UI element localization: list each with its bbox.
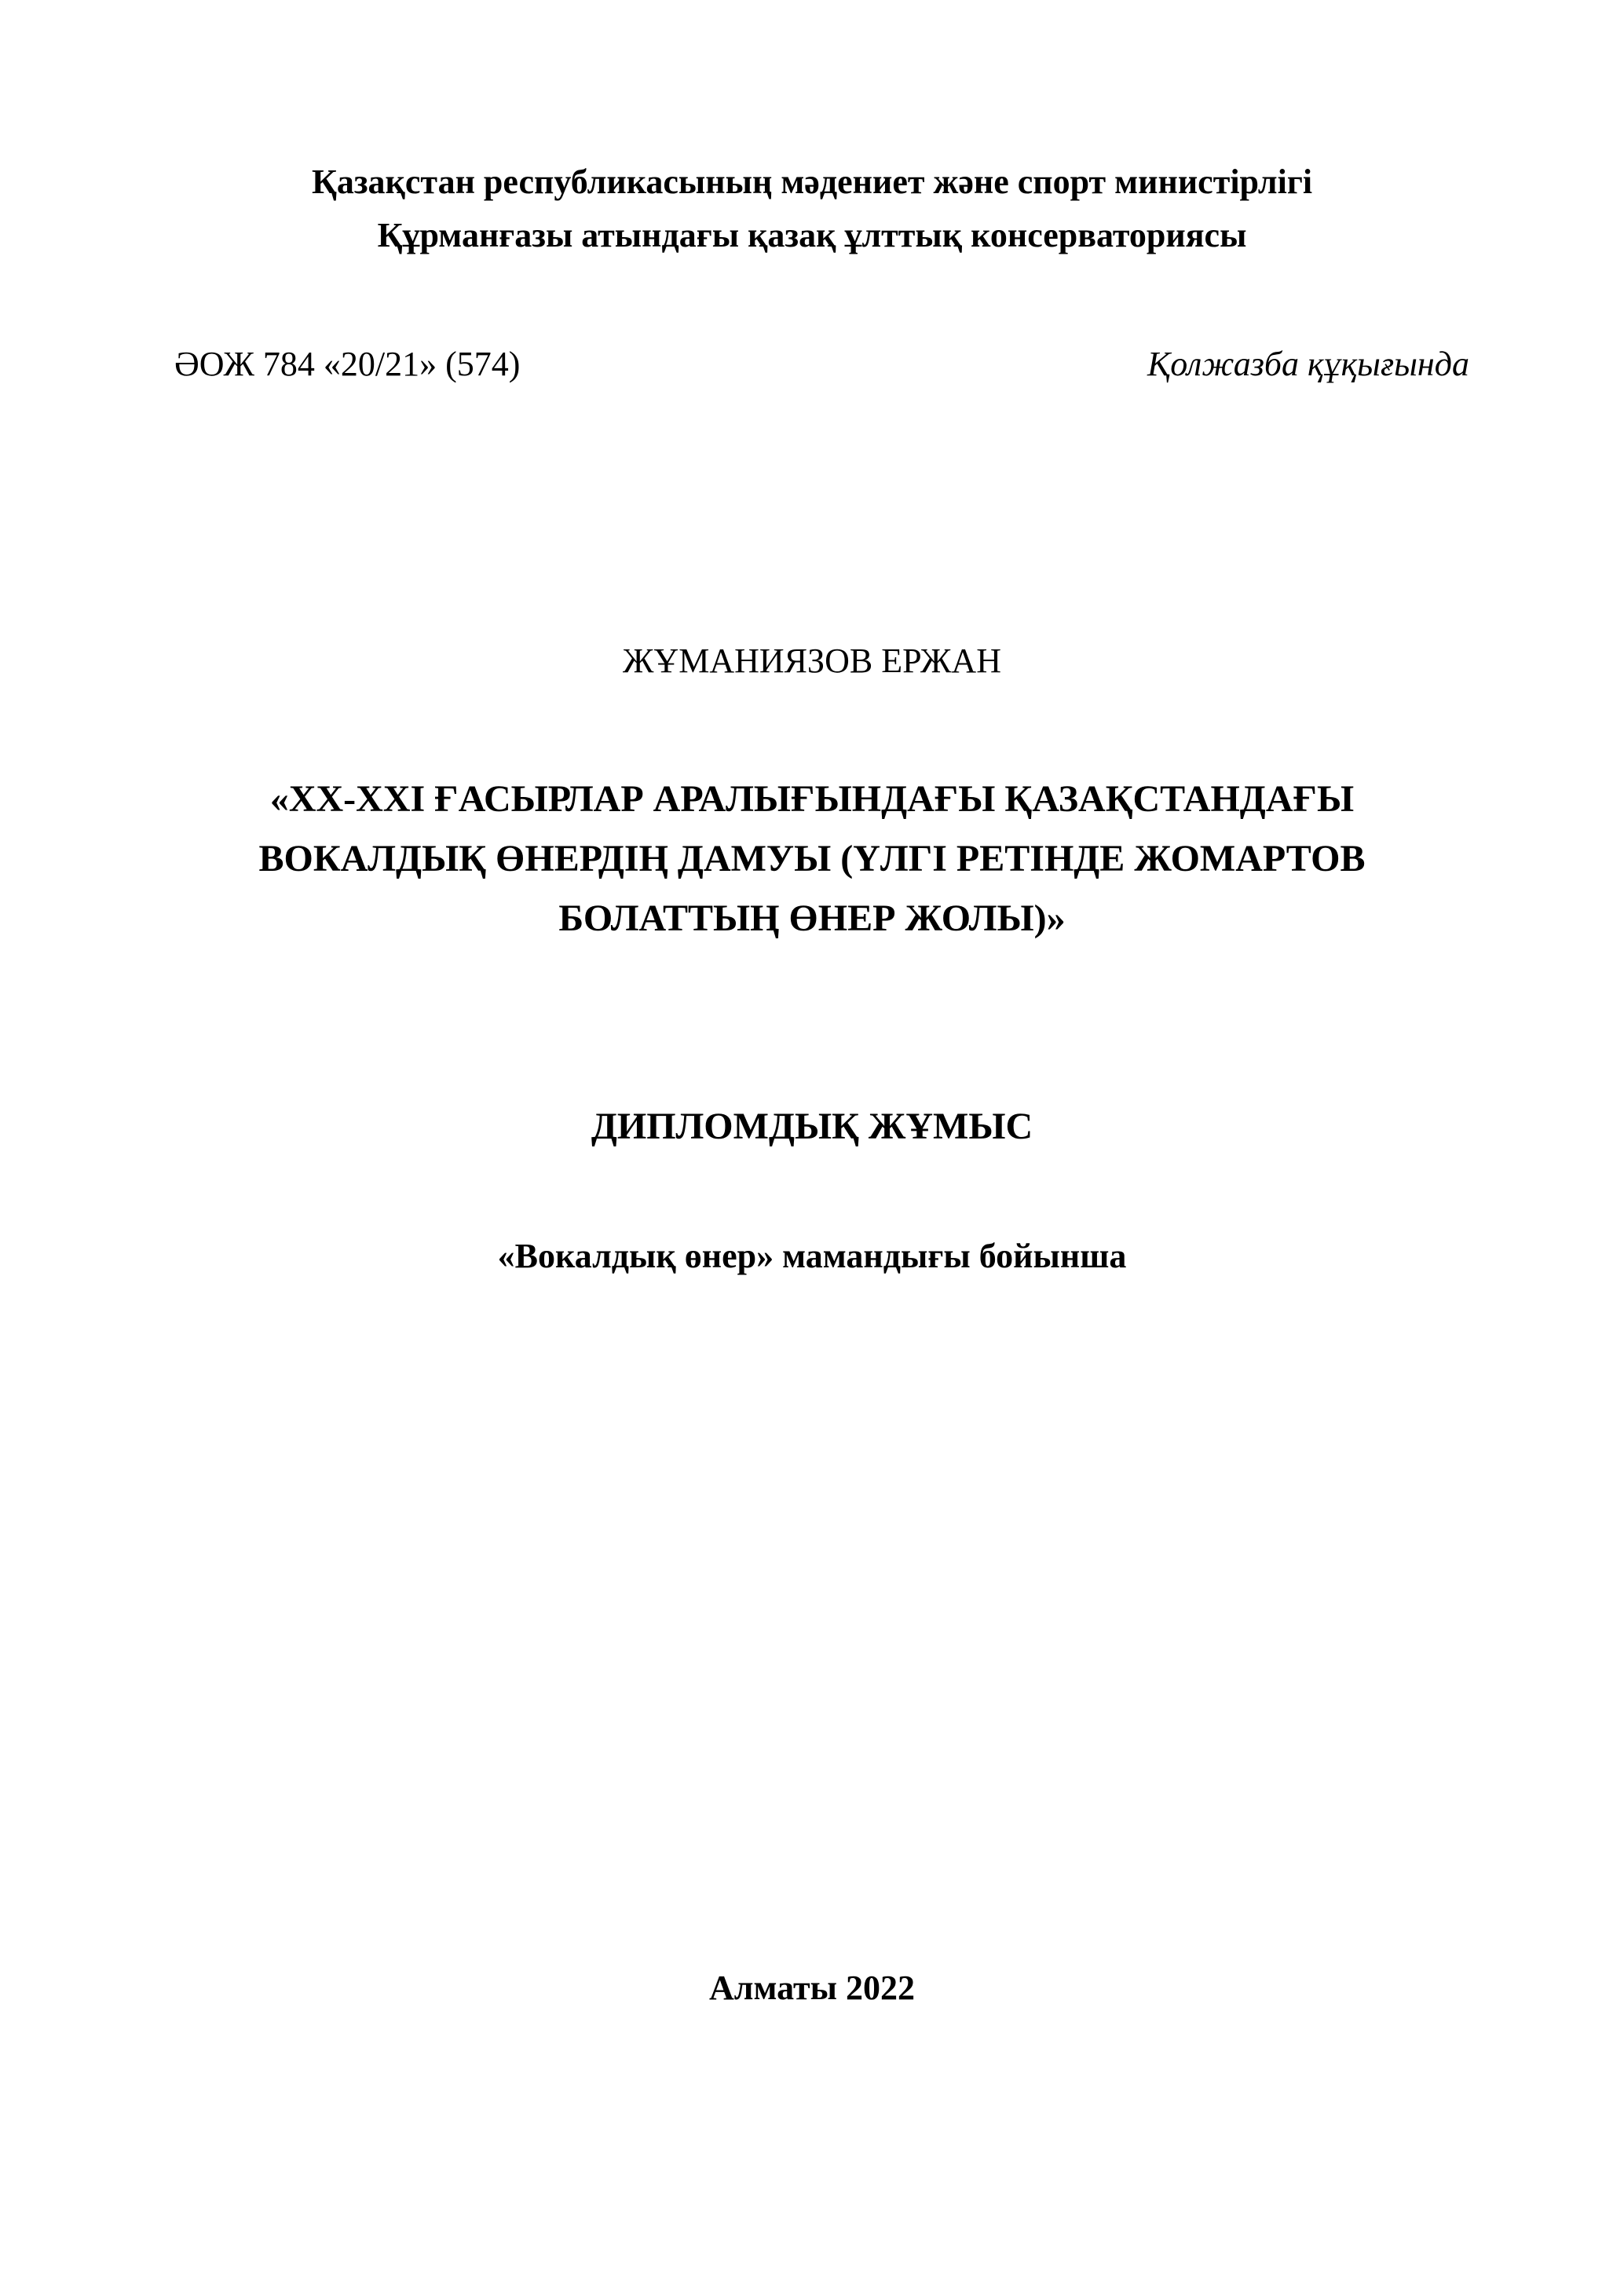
specialty-line: «Вокалдық өнер» мамандығы бойынша xyxy=(497,1237,1127,1275)
thesis-title-line-2: ВОКАЛДЫҚ ӨНЕРДІҢ ДАМУЫ (ҮЛГІ РЕТІНДЕ ЖОМАРТОВ xyxy=(258,838,1366,879)
udc-code: ӘОЖ 784 «20/21» (574) xyxy=(174,345,521,383)
thesis-title-line-1: «XX-XXI ҒАСЫРЛАР АРАЛЫҒЫНДАҒЫ ҚАЗАҚСТАНДАҒЫ xyxy=(269,778,1355,820)
author-name: ЖҰМАНИЯЗОВ ЕРЖАН xyxy=(623,642,1001,680)
conservatory-heading: Құрманғазы атындағы қазақ ұлттық консерваториясы xyxy=(377,216,1247,254)
ministry-heading: Қазақстан республикасының мәдениет және спорт министірлігі xyxy=(311,163,1313,201)
thesis-title xyxy=(0,770,1624,949)
thesis-title-line-3: БОЛАТТЫҢ ӨНЕР ЖОЛЫ)» xyxy=(558,898,1066,939)
manuscript-rights-note: Қолжазба құқығында xyxy=(1147,345,1469,383)
work-type-heading: ДИПЛОМДЫҚ ЖҰМЫС xyxy=(591,1106,1033,1147)
city-year: Алматы 2022 xyxy=(709,1969,915,2007)
